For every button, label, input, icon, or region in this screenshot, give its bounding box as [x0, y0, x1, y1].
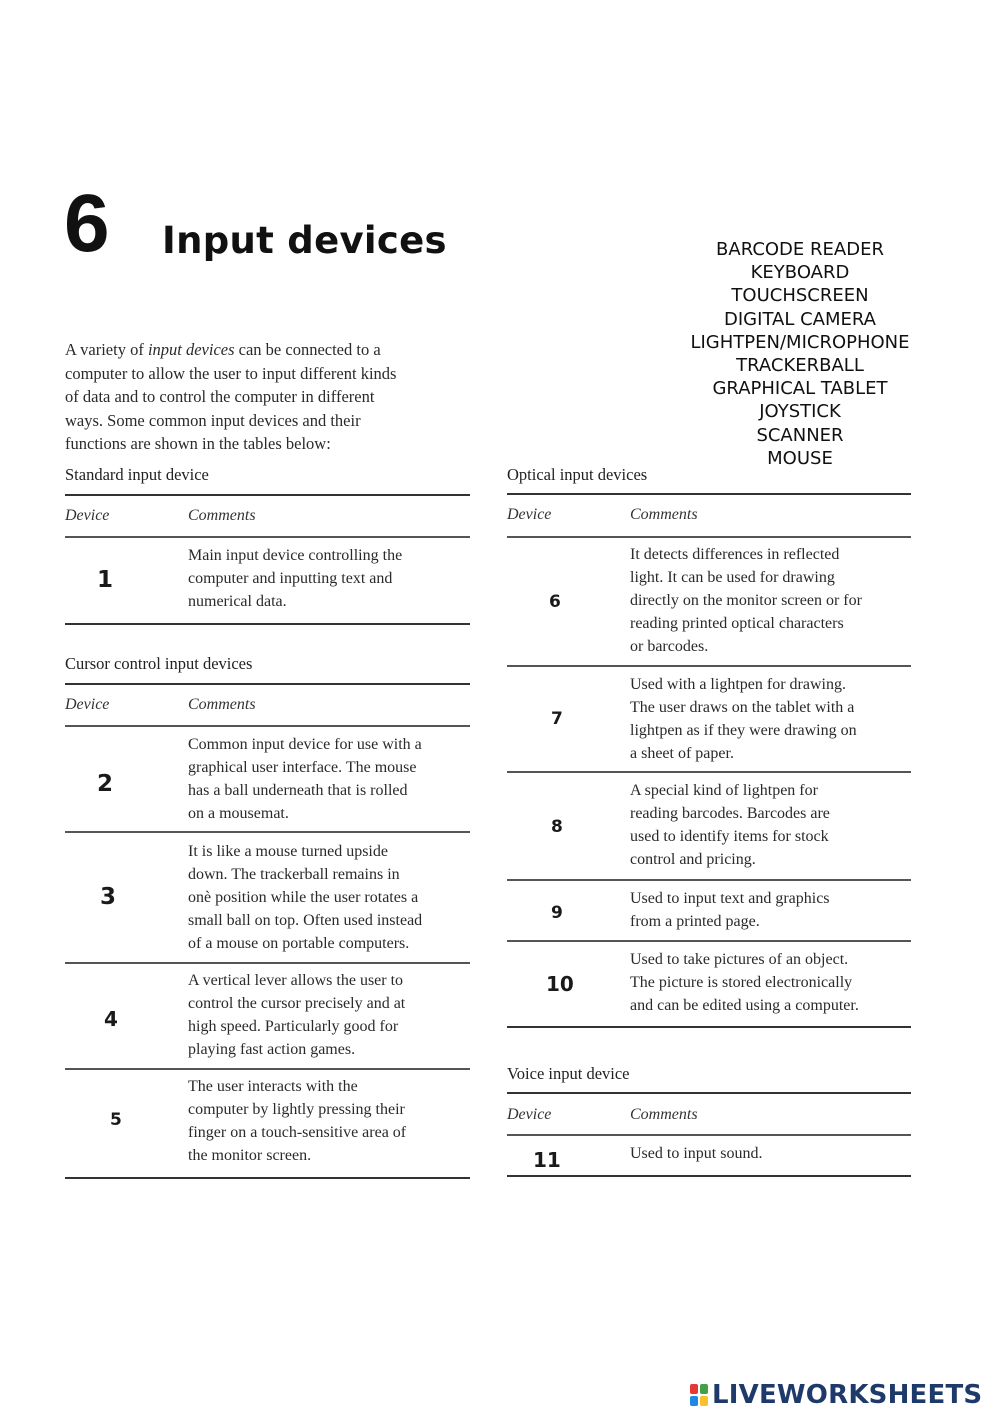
device-comment: Main input device controlling the computer and inputting text and numerical data. [188, 547, 403, 610]
chapter-number: 6 [64, 178, 110, 269]
column-header-device: Device [507, 506, 552, 523]
answer-number: 11 [533, 1148, 561, 1172]
section-title-cursor: Cursor control input devices [65, 654, 253, 673]
intro-line: of data and to control the computer in different [65, 387, 375, 407]
table-rule [65, 831, 470, 833]
table-rule [507, 771, 911, 773]
device-comment: Used with a lightpen for drawing. The user draws on the tablet with a lightpen as if they were drawing on a sheet of paper. [630, 676, 857, 762]
device-comment: Common input device for use with a graphical user interface. The mouse has a ball underneath that is rolled on a mousemat. [188, 736, 422, 822]
word-bank-item: GRAPHICAL TABLET [712, 378, 888, 400]
word-bank-item: LIGHTPEN/MICROPHONE [690, 331, 910, 353]
table-rule [507, 1134, 911, 1136]
column-header-device: Device [507, 1106, 552, 1123]
section-title-voice: Voice input device [507, 1064, 630, 1083]
intro-emphasis: input devices [147, 340, 235, 359]
answer-number: 6 [549, 592, 561, 612]
word-bank-item: JOYSTICK [759, 401, 841, 423]
answer-number: 4 [104, 1007, 118, 1031]
device-comment: It is like a mouse turned upside down. The trackerball remains in onè position while the user rotates a small ball on top. Often used instead of a mouse on portable computers. [188, 843, 423, 952]
column-header-device: Device [65, 507, 110, 524]
answer-number: 5 [110, 1110, 122, 1130]
device-comment: Used to input text and graphics from a printed page. [630, 890, 830, 930]
intro-line: ways. Some common input devices and their [65, 410, 361, 430]
answer-number: 7 [551, 709, 563, 729]
table-rule [65, 1177, 470, 1179]
table-rule [65, 962, 470, 964]
table-rule [507, 1092, 911, 1094]
table-rule [507, 1175, 911, 1177]
section-title-standard: Standard input device [65, 465, 209, 484]
column-header-comments: Comments [188, 507, 256, 524]
intro-paragraph [65, 338, 475, 456]
table-rule [65, 536, 470, 538]
answer-number: 3 [100, 884, 117, 910]
word-bank-item: KEYBOARD [750, 262, 850, 284]
intro-line: functions are shown in the tables below: [65, 434, 331, 454]
table-rule [507, 940, 911, 942]
table-rule [507, 536, 911, 538]
word-bank-item: DIGITAL CAMERA [724, 308, 876, 330]
intro-text: can be connected to a [234, 340, 381, 359]
device-comment: It detects differences in reflected light. It can be used for drawing directly on the monitor screen or for reading printed optical characters or barcodes. [630, 546, 862, 655]
device-comment: A special kind of lightpen for reading barcodes. Barcodes are used to identify items for stock control and pricing. [630, 782, 830, 868]
table-rule [65, 683, 470, 685]
table-rule [507, 1026, 911, 1028]
table-rule [65, 623, 470, 625]
word-bank-item: SCANNER [756, 424, 844, 446]
column-header-comments: Comments [188, 696, 256, 713]
intro-line: computer to allow the user to input different kinds [65, 363, 397, 383]
section-title-optical: Optical input devices [507, 465, 648, 484]
answer-number: 9 [551, 903, 563, 923]
table-rule [65, 725, 470, 727]
column-header-comments: Comments [630, 1106, 698, 1123]
logo-text: LIVEWORKSHEETS [712, 1380, 983, 1410]
logo-mark-icon [690, 1384, 708, 1406]
answer-number: 8 [551, 817, 563, 837]
table-rule [65, 494, 470, 496]
device-comment: Used to take pictures of an object. The picture is stored electronically and can be edited using a computer. [630, 951, 859, 1014]
liveworksheets-logo [690, 1378, 982, 1412]
intro-text: A variety of [65, 340, 148, 359]
word-bank-item: TRACKERBALL [736, 355, 864, 377]
word-bank-item: MOUSE [767, 447, 833, 469]
table-rule [507, 879, 911, 881]
word-bank-item: TOUCHSCREEN [731, 285, 869, 307]
word-bank-item: BARCODE READER [716, 239, 884, 260]
answer-number: 1 [97, 567, 114, 593]
answer-number: 10 [546, 972, 574, 996]
device-comment: The user interacts with the computer by lightly pressing their finger on a touch-sensitive area of the monitor screen. [188, 1078, 407, 1164]
device-comment: Used to input sound. [630, 1145, 763, 1162]
table-rule [507, 665, 911, 667]
table-rule [65, 1068, 470, 1070]
table-rule [507, 493, 911, 495]
column-header-comments: Comments [630, 506, 698, 523]
chapter-title: Input devices [162, 219, 447, 262]
answer-number: 2 [97, 771, 114, 797]
word-bank [680, 238, 920, 470]
column-header-device: Device [65, 696, 110, 713]
device-comment: A vertical lever allows the user to control the cursor precisely and at high speed. Particularly good for playing fast action games. [188, 972, 406, 1058]
